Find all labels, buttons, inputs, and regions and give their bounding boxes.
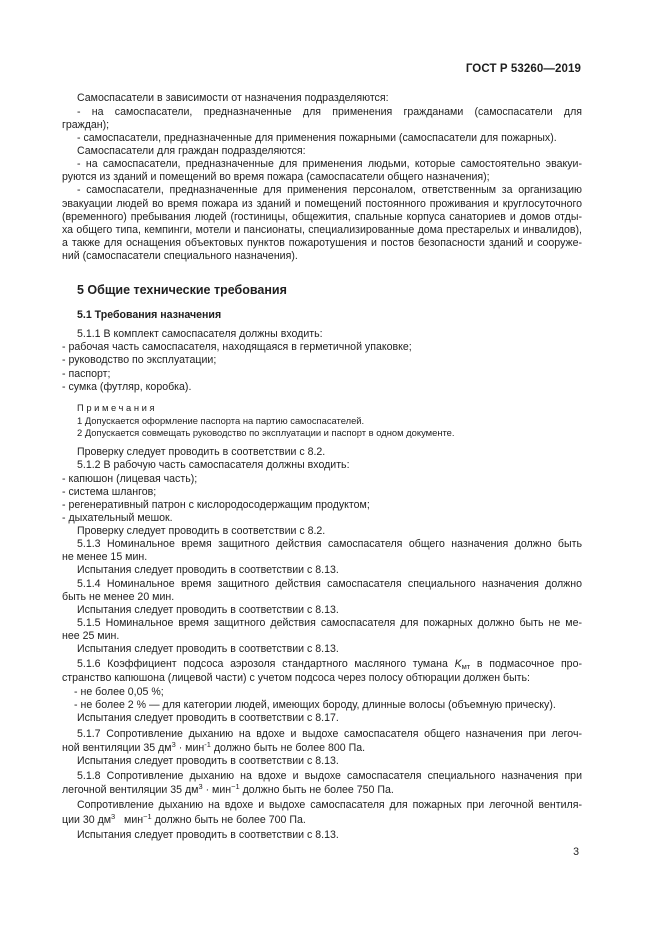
coefficient-subscript: мт bbox=[461, 662, 471, 671]
test-reference: Испытания следует проводить в соответствии с 8.13. bbox=[77, 829, 339, 841]
list-item: - сумка (футляр, коробка). bbox=[62, 381, 192, 393]
check-reference: Проверку следует проводить в соответствии с 8.2. bbox=[77, 525, 326, 537]
intro-line: ний (самоспасатели специального назначения). bbox=[62, 250, 298, 262]
clause-5-1-4-cont: быть не менее 20 мин. bbox=[62, 591, 175, 603]
intro-line: Самоспасатели в зависимости от назначения подразделяются: bbox=[77, 92, 389, 104]
clause-5-1-8-firefighters-cont bbox=[62, 814, 582, 827]
list-item: - руководство по эксплуатации; bbox=[62, 354, 217, 366]
test-reference: Испытания следует проводить в соответствии с 8.13. bbox=[77, 604, 339, 616]
clause-text: 5.1.6 Коэффициент подсоса аэрозоля стандартного масляного тумана bbox=[77, 658, 455, 670]
note: 2 Допускается совмещать руководство по эксплуатации и паспорт в одном документе. bbox=[77, 427, 455, 438]
superscript: 3 bbox=[111, 812, 116, 821]
clause-5-1-2: 5.1.2 В рабочую часть самоспасателя должны входить: bbox=[77, 459, 350, 471]
notes-title: Примечания bbox=[77, 402, 158, 413]
clause-text: должно быть не более 800 Па. bbox=[210, 742, 366, 754]
intro-line: а также для оснащения объектовых пунктов пожаротушения и постов безопасности зданий и сооруже- bbox=[62, 237, 582, 249]
list-item: - не более 0,05 %; bbox=[74, 686, 164, 698]
superscript: 3 bbox=[171, 740, 176, 749]
clause-5-1-4: 5.1.4 Номинальное время защитного действия самоспасателя специального назначения должно bbox=[77, 578, 582, 590]
clause-5-1-6-cont: странство капюшона (лицевой части) с учетом подсоса через полосу обтюрации должен быть: bbox=[62, 672, 530, 684]
clause-text: · мин bbox=[202, 784, 232, 796]
superscript: −1 bbox=[231, 782, 240, 791]
page-number: 3 bbox=[573, 846, 579, 858]
clause-text: мин bbox=[115, 814, 144, 826]
clause-text: ции 30 дм bbox=[62, 814, 112, 826]
clause-text: · мин bbox=[175, 742, 205, 754]
test-reference: Испытания следует проводить в соответствии с 8.13. bbox=[77, 755, 339, 767]
clause-5-1-5: 5.1.5 Номинальное время защитного действия самоспасателя для пожарных должно быть не ме- bbox=[77, 617, 582, 629]
coefficient-symbol: K bbox=[454, 658, 462, 670]
clause-5-1-6 bbox=[77, 658, 582, 671]
clause-5-1-1: 5.1.1 В комплект самоспасателя должны входить: bbox=[77, 328, 323, 340]
section-title: 5 Общие технические требования bbox=[77, 283, 287, 297]
test-reference: Испытания следует проводить в соответствии с 8.13. bbox=[77, 643, 339, 655]
intro-line: - самоспасатели, предназначенные для применения персоналом, ответственным за организацию bbox=[77, 184, 582, 196]
test-reference: Испытания следует проводить в соответствии с 8.13. bbox=[77, 564, 339, 576]
list-item: - паспорт; bbox=[62, 368, 111, 380]
clause-text: ной вентиляции 35 дм bbox=[62, 742, 172, 754]
note: 1 Допускается оформление паспорта на партию самоспасателей. bbox=[77, 415, 365, 426]
check-reference: Проверку следует проводить в соответствии с 8.2. bbox=[77, 446, 326, 458]
list-item: - регенеративный патрон с кислородосодержащим продуктом; bbox=[62, 499, 370, 511]
intro-line: эвакуации людей во время пожара из зданий и помещений постоянного проживания и круглосуточного bbox=[62, 198, 582, 210]
intro-line: ха общего типа, кемпинги, мотели и пансионаты, специализированные дома престарелых и инвалидов), bbox=[62, 224, 582, 236]
intro-line: - на самоспасатели, предназначенные для применения людьми, которые самостоятельно эвакуи- bbox=[77, 158, 582, 170]
intro-line: (временного) пребывания людей (гостиницы, общежития, спальные корпуса санаториев и домов отды- bbox=[62, 211, 582, 223]
superscript: 3 bbox=[198, 782, 203, 791]
test-reference: Испытания следует проводить в соответствии с 8.17. bbox=[77, 712, 339, 724]
clause-5-1-7: 5.1.7 Сопротивление дыханию на вдохе и выдохе самоспасателя общего назначения при легоч- bbox=[77, 728, 582, 740]
intro-line: граждан); bbox=[62, 119, 110, 131]
clause-text: должно быть не более 750 Па. bbox=[239, 784, 394, 796]
clause-text: в подмасочное про- bbox=[470, 658, 582, 670]
standard-designation: ГОСТ Р 53260—2019 bbox=[465, 63, 581, 75]
intro-line: - на самоспасатели, предназначенные для применения гражданами (самоспасатели для bbox=[77, 106, 582, 118]
clause-text: должно быть не более 700 Па. bbox=[151, 814, 306, 826]
list-item: - система шлангов; bbox=[62, 486, 157, 498]
clause-5-1-8-firefighters: Сопротивление дыханию на вдохе и выдохе самоспасателя для пожарных при легочной вентиля- bbox=[77, 799, 582, 811]
clause-5-1-5-cont: нее 25 мин. bbox=[62, 630, 120, 642]
intro-line: Самоспасатели для граждан подразделяются: bbox=[77, 145, 306, 157]
clause-5-1-3: 5.1.3 Номинальное время защитного действия самоспасателя общего назначения должно быть bbox=[77, 538, 582, 550]
intro-line: руются из зданий и помещений во время пожара (самоспасатели общего назначения); bbox=[62, 171, 490, 183]
list-item: - дыхательный мешок. bbox=[62, 512, 173, 524]
clause-5-1-8-cont bbox=[62, 784, 582, 797]
list-item: - рабочая часть самоспасателя, находящаяся в герметичной упаковке; bbox=[62, 341, 412, 353]
list-item: - не более 2 % — для категории людей, имеющих бороду, длинные волосы (объемную прическу). bbox=[74, 699, 556, 711]
clause-5-1-7-cont bbox=[62, 742, 582, 755]
clause-5-1-8: 5.1.8 Сопротивление дыханию на вдохе и выдохе самоспасателя специального назначения при bbox=[77, 770, 582, 782]
clause-5-1-3-cont: не менее 15 мин. bbox=[62, 551, 148, 563]
superscript: -1 bbox=[204, 740, 211, 749]
subsection-title: 5.1 Требования назначения bbox=[77, 309, 222, 321]
superscript: −1 bbox=[143, 812, 152, 821]
list-item: - капюшон (лицевая часть); bbox=[62, 473, 198, 485]
intro-line: - самоспасатели, предназначенные для применения пожарными (самоспасатели для пожарных). bbox=[77, 132, 557, 144]
clause-text: легочной вентиляции 35 дм bbox=[62, 784, 199, 796]
